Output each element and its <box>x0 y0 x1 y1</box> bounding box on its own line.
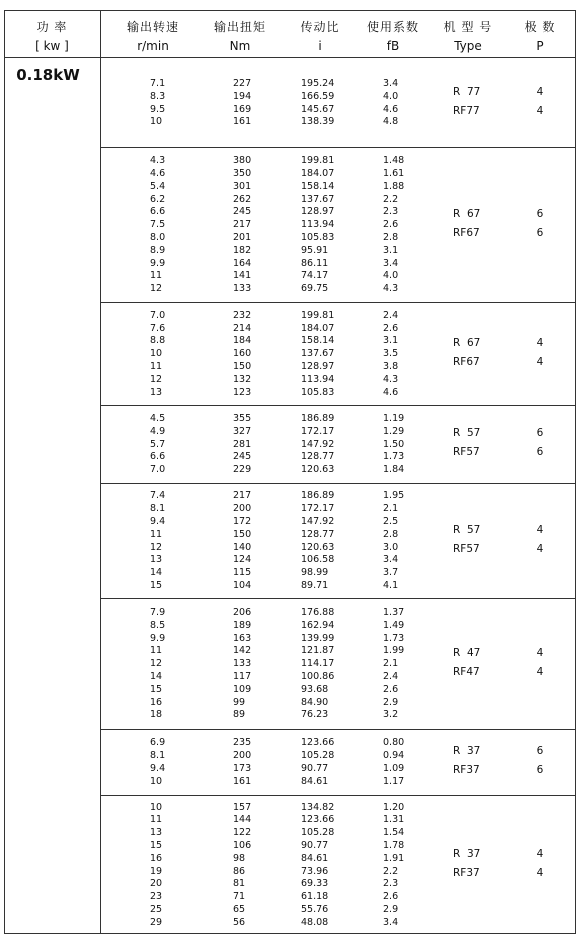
ratio-cell: 100.86 <box>301 670 335 682</box>
header-poles <box>510 19 570 54</box>
poles-value: 6 <box>536 226 544 239</box>
ratio-cell: 158.14 <box>301 335 335 347</box>
torque-cell: 194 <box>233 90 252 102</box>
ratio-cell: 76.23 <box>301 709 329 721</box>
speed-cell: 11 <box>150 645 163 657</box>
poles-value: 4 <box>536 336 544 349</box>
factor-cell: 2.5 <box>383 515 399 527</box>
ratio-cell: 147.92 <box>301 515 335 527</box>
group-divider <box>100 147 576 148</box>
ratio-cell: 128.97 <box>301 206 335 218</box>
ratio-cell: 186.89 <box>301 413 335 424</box>
ratio-cell: 184.07 <box>301 322 335 334</box>
ratio-cell: 121.87 <box>301 645 335 657</box>
factor-cell: 3.8 <box>383 360 399 372</box>
ratio-cell: 128.77 <box>301 528 335 540</box>
torque-cell: 227 <box>233 77 252 89</box>
speed-cell: 10 <box>150 775 163 787</box>
model-type: RF47 <box>453 665 480 678</box>
model-type: RF57 <box>453 542 480 555</box>
factor-cell: 2.8 <box>383 528 399 540</box>
factor-cell: 3.7 <box>383 567 399 579</box>
torque-cell: 150 <box>233 528 252 540</box>
speed-cell: 6.2 <box>150 193 166 205</box>
ratio-cell: 90.77 <box>301 839 329 851</box>
speed-cell: 11 <box>150 528 163 540</box>
factor-cell: 4.6 <box>383 386 399 398</box>
speed-cell: 7.0 <box>150 464 166 476</box>
ratio-cell: 120.63 <box>301 464 335 476</box>
ratio-cell: 172.17 <box>301 425 335 437</box>
ratio-cell: 184.07 <box>301 167 335 179</box>
factor-cell: 3.4 <box>383 554 399 566</box>
ratio-cell: 139.99 <box>301 632 335 644</box>
factor-cell: 2.6 <box>383 322 399 334</box>
factor-cell: 4.3 <box>383 283 399 295</box>
speed-cell: 5.4 <box>150 180 166 192</box>
ratio-cell: 69.33 <box>301 878 329 890</box>
torque-cell: 301 <box>233 180 252 192</box>
speed-cell: 18 <box>150 709 163 721</box>
header-ratio-cn: 传动比 <box>300 20 340 34</box>
header-ratio <box>285 19 355 54</box>
factor-cell: 1.99 <box>383 645 405 657</box>
ratio-cell: 162.94 <box>301 619 335 631</box>
ratio-cell: 138.39 <box>301 116 335 128</box>
torque-cell: 217 <box>233 490 252 502</box>
ratio-cell: 55.76 <box>301 903 329 915</box>
torque-cell: 355 <box>233 413 252 424</box>
torque-cell: 245 <box>233 451 252 463</box>
model-type: R 77 <box>453 85 481 98</box>
factor-cell: 2.6 <box>383 219 399 231</box>
speed-cell: 4.3 <box>150 155 166 167</box>
ratio-cell: 105.28 <box>301 827 335 839</box>
ratio-cell: 113.94 <box>301 219 335 231</box>
factor-cell: 2.2 <box>383 865 399 877</box>
speed-cell: 20 <box>150 878 163 890</box>
torque-cell: 106 <box>233 839 252 851</box>
model-type: R 47 <box>453 646 481 659</box>
factor-cell: 1.91 <box>383 852 405 864</box>
speed-cell: 8.3 <box>150 90 166 102</box>
header-torque-cn: 输出扭矩 <box>213 20 266 34</box>
factor-cell: 3.2 <box>383 709 399 721</box>
header-poles-unit: P <box>536 39 544 53</box>
poles-value: 6 <box>536 764 544 776</box>
ratio-cell: 166.59 <box>301 90 335 102</box>
ratio-cell: 199.81 <box>301 309 335 321</box>
speed-cell: 7.5 <box>150 219 166 231</box>
factor-cell: 1.19 <box>383 413 405 424</box>
torque-cell: 142 <box>233 645 252 657</box>
factor-cell: 1.73 <box>383 632 405 644</box>
factor-cell: 1.20 <box>383 801 405 813</box>
header-type-cn: 机 型 号 <box>443 20 493 34</box>
factor-cell: 1.29 <box>383 425 405 437</box>
torque-cell: 122 <box>233 827 252 839</box>
factor-cell: 2.9 <box>383 903 399 915</box>
speed-cell: 10 <box>150 348 163 360</box>
factor-cell: 4.8 <box>383 116 399 128</box>
factor-cell: 4.0 <box>383 90 399 102</box>
group-divider <box>100 405 576 406</box>
group-divider <box>100 729 576 730</box>
header-power <box>6 19 98 54</box>
factor-cell: 1.17 <box>383 775 405 787</box>
speed-cell: 16 <box>150 696 163 708</box>
torque-cell: 98 <box>233 852 246 864</box>
speed-cell: 12 <box>150 658 163 670</box>
speed-cell: 7.0 <box>150 309 166 321</box>
speed-cell: 6.6 <box>150 206 166 218</box>
torque-cell: 65 <box>233 903 246 915</box>
ratio-cell: 199.81 <box>301 155 335 167</box>
speed-cell: 11 <box>150 814 163 826</box>
factor-cell: 1.31 <box>383 814 405 826</box>
model-type: RF67 <box>453 355 480 368</box>
speed-cell: 6.9 <box>150 737 166 749</box>
factor-cell: 1.37 <box>383 606 405 618</box>
torque-cell: 161 <box>233 116 252 128</box>
torque-cell: 232 <box>233 309 252 321</box>
header-power-unit: [ kw ] <box>35 39 69 53</box>
speed-cell: 10 <box>150 116 163 128</box>
speed-cell: 23 <box>150 891 163 903</box>
speed-cell: 9.5 <box>150 103 166 115</box>
torque-cell: 164 <box>233 257 252 269</box>
ratio-cell: 172.17 <box>301 503 335 515</box>
torque-cell: 235 <box>233 737 252 749</box>
speed-cell: 8.8 <box>150 335 166 347</box>
factor-cell: 3.1 <box>383 335 399 347</box>
speed-cell: 11 <box>150 360 163 372</box>
factor-cell: 3.5 <box>383 348 399 360</box>
ratio-cell: 113.94 <box>301 373 335 385</box>
ratio-cell: 95.91 <box>301 244 329 256</box>
header-type <box>433 19 503 54</box>
ratio-cell: 84.90 <box>301 696 329 708</box>
speed-cell: 12 <box>150 373 163 385</box>
factor-cell: 4.6 <box>383 103 399 115</box>
torque-cell: 201 <box>233 231 252 243</box>
torque-cell: 99 <box>233 696 246 708</box>
ratio-cell: 137.67 <box>301 193 335 205</box>
factor-cell: 3.4 <box>383 77 399 89</box>
factor-cell: 0.94 <box>383 750 405 762</box>
torque-cell: 184 <box>233 335 252 347</box>
speed-cell: 15 <box>150 579 163 591</box>
factor-cell: 2.1 <box>383 503 399 515</box>
torque-cell: 133 <box>233 283 252 295</box>
torque-cell: 214 <box>233 322 252 334</box>
ratio-cell: 86.11 <box>301 257 329 269</box>
factor-cell: 1.78 <box>383 839 405 851</box>
ratio-cell: 123.66 <box>301 737 335 749</box>
torque-cell: 115 <box>233 567 252 579</box>
speed-cell: 6.6 <box>150 451 166 463</box>
ratio-cell: 84.61 <box>301 775 329 787</box>
group-divider <box>100 302 576 303</box>
factor-cell: 2.3 <box>383 878 399 890</box>
torque-cell: 117 <box>233 670 252 682</box>
ratio-cell: 128.77 <box>301 451 335 463</box>
torque-cell: 123 <box>233 386 252 398</box>
poles-value: 4 <box>536 646 544 659</box>
power-value: 0.18kW <box>16 66 80 84</box>
torque-cell: 161 <box>233 775 252 787</box>
torque-cell: 262 <box>233 193 252 205</box>
header-speed-cn: 输出转速 <box>126 20 179 34</box>
speed-cell: 11 <box>150 270 163 282</box>
torque-cell: 169 <box>233 103 252 115</box>
torque-cell: 245 <box>233 206 252 218</box>
torque-cell: 200 <box>233 750 252 762</box>
torque-cell: 160 <box>233 348 252 360</box>
factor-cell: 2.1 <box>383 658 399 670</box>
model-type: RF37 <box>453 764 480 776</box>
header-divider <box>4 57 576 58</box>
speed-cell: 9.9 <box>150 257 166 269</box>
speed-cell: 14 <box>150 567 163 579</box>
speed-cell: 9.4 <box>150 515 166 527</box>
speed-cell: 4.5 <box>150 413 166 424</box>
poles-value: 4 <box>536 665 544 678</box>
ratio-cell: 48.08 <box>301 916 329 928</box>
speed-cell: 7.9 <box>150 606 166 618</box>
poles-value: 4 <box>536 85 544 98</box>
speed-cell: 9.4 <box>150 763 166 774</box>
speed-cell: 14 <box>150 670 163 682</box>
torque-cell: 124 <box>233 554 252 566</box>
factor-cell: 1.54 <box>383 827 405 839</box>
model-type: RF37 <box>453 866 480 879</box>
speed-cell: 8.1 <box>150 503 166 515</box>
torque-cell: 144 <box>233 814 252 826</box>
model-type: R 57 <box>453 427 481 439</box>
torque-cell: 140 <box>233 541 252 553</box>
torque-cell: 182 <box>233 244 252 256</box>
speed-cell: 12 <box>150 283 163 295</box>
speed-cell: 9.9 <box>150 632 166 644</box>
ratio-cell: 105.83 <box>301 386 335 398</box>
ratio-cell: 69.75 <box>301 283 329 295</box>
model-type: R 67 <box>453 336 481 349</box>
poles-value: 6 <box>536 446 544 458</box>
factor-cell: 1.73 <box>383 451 405 463</box>
model-type: R 37 <box>453 847 481 860</box>
header-type-unit: Type <box>454 39 482 53</box>
model-type: R 57 <box>453 523 481 536</box>
speed-cell: 13 <box>150 827 163 839</box>
ratio-cell: 145.67 <box>301 103 335 115</box>
ratio-cell: 105.83 <box>301 231 335 243</box>
ratio-cell: 74.17 <box>301 270 329 282</box>
torque-cell: 81 <box>233 878 246 890</box>
speed-cell: 4.6 <box>150 167 166 179</box>
speed-cell: 8.9 <box>150 244 166 256</box>
speed-cell: 13 <box>150 554 163 566</box>
speed-cell: 4.9 <box>150 425 166 437</box>
group-divider <box>100 598 576 599</box>
ratio-cell: 114.17 <box>301 658 335 670</box>
factor-cell: 1.88 <box>383 180 405 192</box>
factor-cell: 4.1 <box>383 579 399 591</box>
group-divider <box>100 483 576 484</box>
factor-cell: 2.3 <box>383 206 399 218</box>
poles-value: 4 <box>536 542 544 555</box>
factor-cell: 3.1 <box>383 244 399 256</box>
speed-cell: 13 <box>150 386 163 398</box>
torque-cell: 56 <box>233 916 246 928</box>
torque-cell: 71 <box>233 891 246 903</box>
poles-value: 4 <box>536 104 544 117</box>
poles-value: 4 <box>536 866 544 879</box>
ratio-cell: 98.99 <box>301 567 329 579</box>
group-divider <box>100 795 576 796</box>
poles-value: 4 <box>536 847 544 860</box>
header-speed-unit: r/min <box>137 39 169 53</box>
header-factor <box>358 19 428 54</box>
speed-cell: 8.5 <box>150 619 166 631</box>
factor-cell: 1.95 <box>383 490 405 502</box>
torque-cell: 132 <box>233 373 252 385</box>
factor-cell: 3.4 <box>383 916 399 928</box>
speed-cell: 25 <box>150 903 163 915</box>
speed-cell: 5.7 <box>150 438 166 450</box>
factor-cell: 1.61 <box>383 167 405 179</box>
ratio-cell: 90.77 <box>301 763 329 774</box>
ratio-cell: 89.71 <box>301 579 329 591</box>
torque-cell: 206 <box>233 606 252 618</box>
speed-cell: 15 <box>150 839 163 851</box>
model-type: RF67 <box>453 226 480 239</box>
factor-cell: 2.6 <box>383 683 399 695</box>
model-type: R 37 <box>453 745 481 757</box>
speed-cell: 8.0 <box>150 231 166 243</box>
torque-cell: 157 <box>233 801 252 813</box>
header-speed <box>118 19 188 54</box>
ratio-cell: 105.28 <box>301 750 335 762</box>
factor-cell: 1.50 <box>383 438 405 450</box>
model-type: RF77 <box>453 104 480 117</box>
torque-cell: 104 <box>233 579 252 591</box>
torque-cell: 281 <box>233 438 252 450</box>
torque-cell: 89 <box>233 709 246 721</box>
torque-cell: 189 <box>233 619 252 631</box>
poles-value: 6 <box>536 207 544 220</box>
ratio-cell: 106.58 <box>301 554 335 566</box>
ratio-cell: 128.97 <box>301 360 335 372</box>
header-factor-unit: fB <box>386 39 400 53</box>
factor-cell: 2.8 <box>383 231 399 243</box>
header-power-cn: 功 率 <box>36 20 68 34</box>
ratio-cell: 123.66 <box>301 814 335 826</box>
speed-cell: 10 <box>150 801 163 813</box>
factor-cell: 2.6 <box>383 891 399 903</box>
factor-cell: 1.09 <box>383 763 405 774</box>
ratio-cell: 93.68 <box>301 683 329 695</box>
ratio-cell: 158.14 <box>301 180 335 192</box>
ratio-cell: 186.89 <box>301 490 335 502</box>
speed-cell: 7.6 <box>150 322 166 334</box>
torque-cell: 173 <box>233 763 252 774</box>
factor-cell: 4.3 <box>383 373 399 385</box>
ratio-cell: 195.24 <box>301 77 335 89</box>
factor-cell: 1.49 <box>383 619 405 631</box>
ratio-cell: 137.67 <box>301 348 335 360</box>
ratio-cell: 176.88 <box>301 606 335 618</box>
torque-cell: 109 <box>233 683 252 695</box>
torque-cell: 200 <box>233 503 252 515</box>
torque-cell: 86 <box>233 865 246 877</box>
ratio-cell: 73.96 <box>301 865 329 877</box>
speed-cell: 15 <box>150 683 163 695</box>
torque-cell: 217 <box>233 219 252 231</box>
factor-cell: 2.4 <box>383 670 399 682</box>
ratio-cell: 147.92 <box>301 438 335 450</box>
torque-cell: 133 <box>233 658 252 670</box>
torque-cell: 380 <box>233 155 252 167</box>
header-ratio-unit: i <box>318 39 322 53</box>
factor-cell: 1.84 <box>383 464 405 476</box>
speed-cell: 7.4 <box>150 490 166 502</box>
header-torque-unit: Nm <box>229 39 251 53</box>
torque-cell: 150 <box>233 360 252 372</box>
ratio-cell: 120.63 <box>301 541 335 553</box>
speed-cell: 29 <box>150 916 163 928</box>
poles-value: 4 <box>536 523 544 536</box>
factor-cell: 3.0 <box>383 541 399 553</box>
torque-cell: 229 <box>233 464 252 476</box>
factor-cell: 1.48 <box>383 155 405 167</box>
factor-cell: 0.80 <box>383 737 405 749</box>
header-poles-cn: 极 数 <box>524 20 556 34</box>
poles-value: 6 <box>536 745 544 757</box>
model-type: R 67 <box>453 207 481 220</box>
factor-cell: 2.2 <box>383 193 399 205</box>
ratio-cell: 134.82 <box>301 801 335 813</box>
torque-cell: 172 <box>233 515 252 527</box>
torque-cell: 163 <box>233 632 252 644</box>
header-torque <box>205 19 275 54</box>
poles-value: 6 <box>536 427 544 439</box>
factor-cell: 2.9 <box>383 696 399 708</box>
torque-cell: 350 <box>233 167 252 179</box>
factor-cell: 4.0 <box>383 270 399 282</box>
factor-cell: 3.4 <box>383 257 399 269</box>
speed-cell: 19 <box>150 865 163 877</box>
torque-cell: 141 <box>233 270 252 282</box>
ratio-cell: 84.61 <box>301 852 329 864</box>
header-factor-cn: 使用系数 <box>366 20 419 34</box>
model-type: RF57 <box>453 446 480 458</box>
factor-cell: 2.4 <box>383 309 399 321</box>
ratio-cell: 61.18 <box>301 891 329 903</box>
speed-cell: 7.1 <box>150 77 166 89</box>
speed-cell: 8.1 <box>150 750 166 762</box>
poles-value: 4 <box>536 355 544 368</box>
speed-cell: 16 <box>150 852 163 864</box>
torque-cell: 327 <box>233 425 252 437</box>
speed-cell: 12 <box>150 541 163 553</box>
